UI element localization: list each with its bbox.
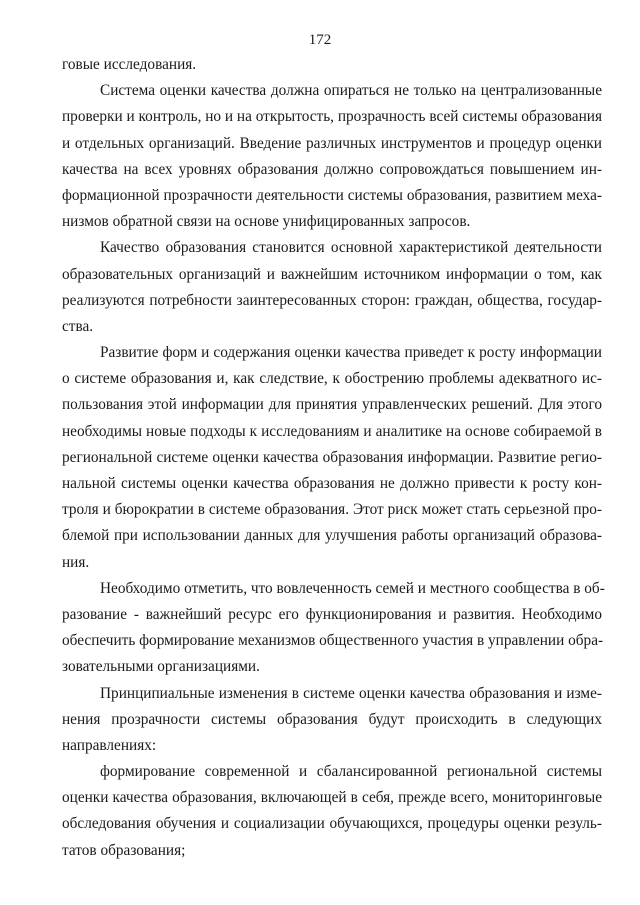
paragraph [62,78,602,235]
paragraph [62,235,602,340]
page-number: 172 [308,32,332,48]
paragraph [62,340,602,576]
text-line: образовательных организаций и важнейшим источником информации о том, как [62,265,602,283]
text-line: блемой при использовании данных для улучшения работы организаций образова- [62,527,602,545]
text-line: региональной системе оценки качества образования информации. Развитие регио- [62,448,602,466]
text-line: нения прозрачности системы образования будут происходить в следующих [62,710,602,728]
text-line: пользования этой информации для принятия управленческих решений. Для этого [62,396,602,414]
text-line: Необходимо отметить, что вовлеченность семей и местного сообщества в об- [100,579,605,597]
body-text [62,52,605,864]
text-line: Развитие форм и содержания оценки качества приведет к росту информации [100,344,602,362]
text-line: зовательными организациями. [62,658,260,676]
text-line: разование - важнейший ресурс его функционирования и развития. Необходимо [62,605,602,623]
text-line: формирование современной и сбалансированной региональной системы [100,763,602,781]
text-line: проверки и контроль, но и на открытость, прозрачность всей системы образования [62,108,602,126]
text-line: о системе образования и, как следствие, к обострению проблемы адекватного ис- [62,370,602,388]
text-line: формационной прозрачности деятельности системы образования, развитием меха- [62,186,602,204]
text-line: обеспечить формирование механизмов общественного участия в управлении обра- [62,632,604,650]
paragraph [62,576,605,681]
text-line: Принципиальные изменения в системе оценки качества образования и изме- [100,684,602,702]
text-line: Качество образования становится основной характеристикой деятельности [100,239,602,257]
text-line: направлениях: [62,736,157,754]
text-line: реализуются потребности заинтересованных сторон: граждан, общества, государ- [62,291,602,309]
text-line: говые исследования. [62,56,197,73]
text-line: качества на всех уровнях образования должно сопровождаться повышением ин- [62,160,602,178]
text-line: и отдельных организаций. Введение различных инструментов и процедур оценки [62,134,602,152]
text-line: оценки качества образования, включающей в себя, прежде всего, мониторинговые [62,789,602,807]
text-line: Система оценки качества должна опираться не только на централизованные [100,82,602,100]
paragraph [62,52,602,78]
text-line: татов образования; [62,841,186,859]
text-line: обследования обучения и социализации обучающихся, процедуры оценки резуль- [62,815,602,833]
paragraph [62,759,602,864]
text-line: ства. [62,317,94,335]
text-line: нальной системы оценки качества образования не должно привести к росту кон- [62,475,602,492]
text-line: необходимы новые подходы к исследованиям и аналитике на основе собираемой в [62,422,602,440]
text-line: низмов обратной связи на основе унифицированных запросов. [62,213,471,231]
text-line: троля и бюрократии в системе образования. Этот риск может стать серьезной про- [62,501,602,519]
paragraph [62,681,602,760]
text-line: ния. [62,553,90,571]
